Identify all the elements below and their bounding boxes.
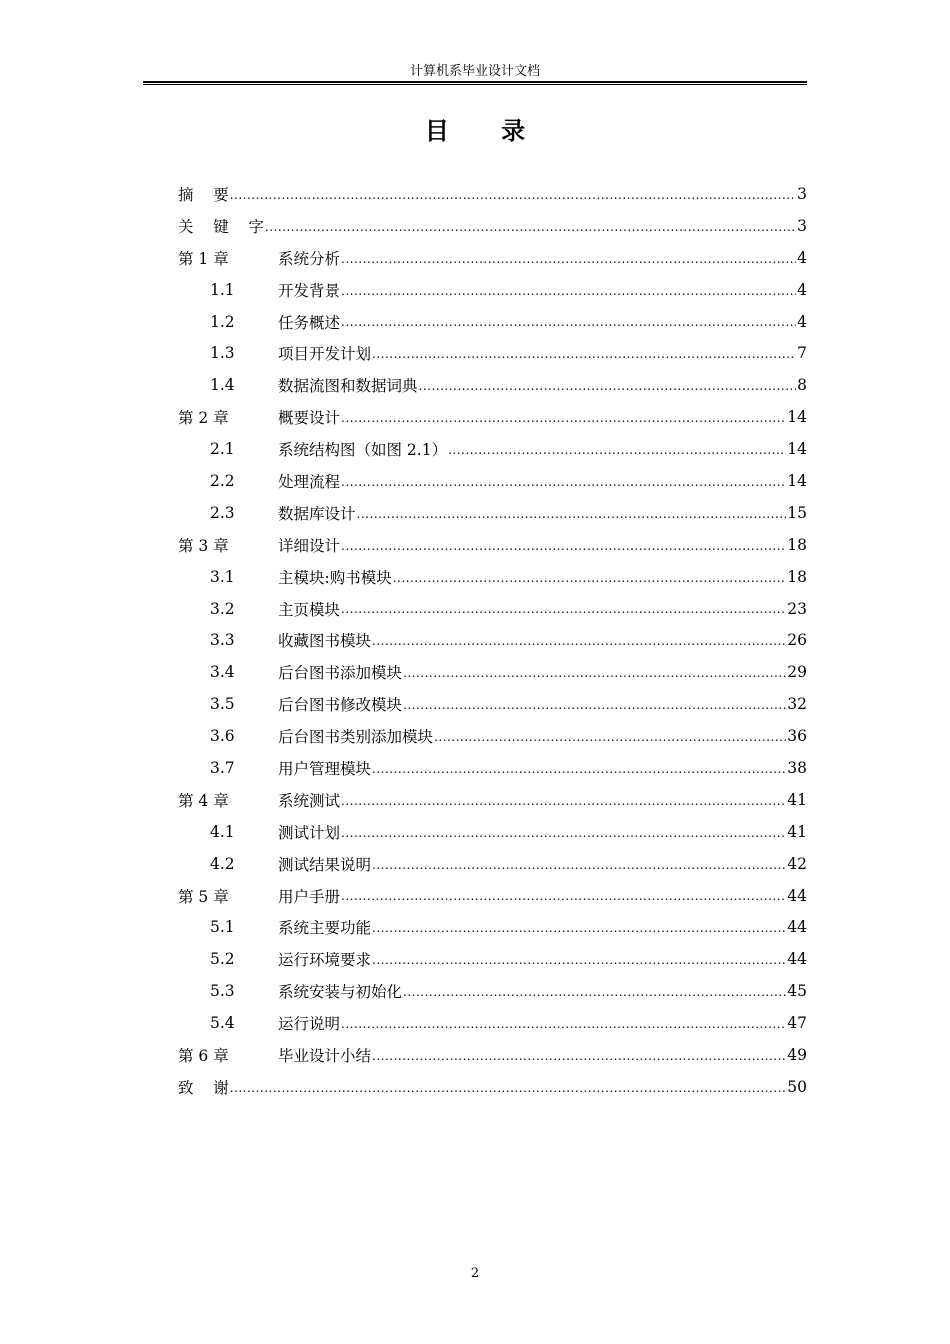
toc-entry-number: 1.2	[210, 312, 235, 331]
toc-entry[interactable]	[178, 529, 807, 561]
toc-dot-leader	[403, 694, 786, 714]
toc-entry[interactable]	[178, 911, 807, 943]
toc-entry-page: 44	[787, 950, 807, 969]
toc-entry-page: 29	[787, 663, 807, 682]
toc-entry-number: 3.2	[210, 599, 235, 618]
toc-entry-number: 2.2	[210, 471, 235, 490]
toc-entry-number: 第 4 章	[178, 791, 229, 810]
toc-entry-page: 45	[787, 982, 807, 1001]
toc-entry-page: 14	[787, 408, 807, 427]
toc-entry[interactable]	[178, 1007, 807, 1039]
toc-entry-number: 1.4	[210, 376, 235, 395]
toc-entry-number: 5.3	[210, 982, 235, 1001]
toc-dot-leader	[372, 758, 786, 778]
toc-entry-number: 3.5	[210, 695, 235, 714]
toc-entry-label: 开发背景	[278, 281, 341, 300]
toc-entry[interactable]	[178, 943, 807, 975]
toc-entry-page: 42	[787, 854, 807, 873]
toc-entry[interactable]	[178, 656, 807, 688]
toc-entry-label: 测试结果说明	[278, 855, 372, 874]
toc-entry-label: 后台图书类别添加模块	[278, 728, 434, 747]
toc-dot-leader	[230, 1077, 787, 1097]
toc-entry[interactable]	[178, 752, 807, 784]
page-number: 2	[470, 1266, 480, 1281]
toc-entry[interactable]	[178, 593, 807, 625]
running-header: 计算机系毕业设计文档	[409, 64, 540, 79]
toc-entry[interactable]	[178, 720, 807, 752]
toc-entry-page: 14	[787, 471, 807, 490]
toc-entry-number: 第 5 章	[178, 887, 229, 906]
toc-entry-page: 4	[797, 280, 807, 299]
toc-entry-number: 第 2 章	[178, 409, 229, 428]
toc-entry[interactable]	[178, 561, 807, 593]
toc-dot-leader	[341, 280, 796, 300]
toc-entry-label: 系统安装与初始化	[278, 983, 403, 1002]
toc-entry[interactable]	[178, 337, 807, 369]
toc-entry-label: 收藏图书模块	[278, 632, 372, 651]
toc-entry-page: 41	[787, 790, 807, 809]
toc-entry-number: 5.2	[210, 950, 235, 969]
toc-entry-page: 3	[797, 184, 807, 203]
toc-entry[interactable]	[178, 242, 807, 274]
toc-dot-leader	[341, 535, 786, 555]
toc-entry-page: 4	[797, 248, 807, 267]
toc-entry-label: 系统结构图（如图 2.1）	[278, 441, 448, 460]
toc-dot-leader	[372, 854, 786, 874]
toc-entry-page: 50	[787, 1077, 807, 1096]
toc-entry-number: 3.7	[210, 758, 235, 777]
toc-dot-leader	[372, 949, 786, 969]
toc-entry-page: 18	[787, 567, 807, 586]
toc-entry-number: 2.1	[210, 440, 235, 459]
toc-entry[interactable]	[178, 210, 807, 242]
toc-entry[interactable]	[178, 848, 807, 880]
toc-dot-leader	[341, 311, 796, 331]
toc-entry-page: 36	[787, 727, 807, 746]
toc-title: 目 录	[424, 117, 548, 145]
toc-entry-label: 关 键 字	[178, 217, 264, 236]
toc-entry[interactable]	[178, 465, 807, 497]
toc-entry-label: 测试计划	[278, 823, 341, 842]
toc-entry-label: 系统分析	[278, 249, 341, 268]
toc-entry-page: 44	[787, 886, 807, 905]
toc-entry-page: 23	[787, 599, 807, 618]
toc-dot-leader	[372, 630, 786, 650]
toc-entry-number: 3.3	[210, 631, 235, 650]
toc-entry-page: 18	[787, 535, 807, 554]
toc-entry-label: 处理流程	[278, 472, 341, 491]
toc-dot-leader	[372, 917, 786, 937]
toc-entry-page: 41	[787, 822, 807, 841]
toc-entry[interactable]	[178, 688, 807, 720]
toc-entry-number: 5.1	[210, 918, 235, 937]
toc-dot-leader	[341, 885, 786, 905]
toc-entry-number: 4.2	[210, 854, 235, 873]
toc-entry[interactable]	[178, 816, 807, 848]
toc-entry-number: 4.1	[210, 822, 235, 841]
toc-dot-leader	[341, 790, 786, 810]
toc-entry-label: 用户手册	[278, 887, 341, 906]
toc-dot-leader	[341, 471, 786, 491]
toc-entry[interactable]	[178, 880, 807, 912]
toc-dot-leader	[341, 1013, 786, 1033]
toc-entry-page: 15	[787, 503, 807, 522]
toc-dot-leader	[341, 407, 786, 427]
toc-entry[interactable]	[178, 1039, 807, 1071]
toc-entry-label: 后台图书添加模块	[278, 664, 403, 683]
toc-entry-page: 26	[787, 631, 807, 650]
toc-entry-number: 3.1	[210, 567, 235, 586]
toc-entry-page: 4	[797, 312, 807, 331]
toc-dot-leader	[393, 567, 787, 587]
toc-entry-page: 8	[797, 376, 807, 395]
toc-entry[interactable]	[178, 274, 807, 306]
toc-entry-label: 任务概述	[278, 313, 341, 332]
toc-entry-label: 后台图书修改模块	[278, 696, 403, 715]
toc-entry-label: 用户管理模块	[278, 759, 372, 778]
toc-entry-label: 运行环境要求	[278, 951, 372, 970]
toc-entry-number: 1.1	[210, 280, 235, 299]
toc-dot-leader	[448, 439, 786, 459]
toc-entry-label: 运行说明	[278, 1015, 341, 1034]
toc-entry-page: 32	[787, 695, 807, 714]
toc-entry[interactable]	[178, 369, 807, 401]
toc-entry-number: 第 6 章	[178, 1046, 229, 1065]
toc-entry-page: 38	[787, 758, 807, 777]
toc-entry-label: 系统测试	[278, 791, 341, 810]
toc-entry-number: 3.6	[210, 727, 235, 746]
toc-entry[interactable]	[178, 975, 807, 1007]
toc-dot-leader	[265, 216, 796, 236]
toc-entry[interactable]	[178, 433, 807, 465]
toc-entry-page: 44	[787, 918, 807, 937]
toc-entry-label: 主页模块	[278, 600, 341, 619]
toc-entry-label: 详细设计	[278, 536, 341, 555]
toc-entry-label: 数据库设计	[278, 504, 356, 523]
toc-entry-page: 14	[787, 440, 807, 459]
toc-entry-page: 7	[797, 344, 807, 363]
toc-entry-page: 47	[787, 1014, 807, 1033]
toc-entry-label: 致 谢	[178, 1078, 229, 1097]
toc-entry-page: 49	[787, 1045, 807, 1064]
toc-entry-page: 3	[797, 216, 807, 235]
toc-entry-number: 第 3 章	[178, 536, 229, 555]
toc-entry[interactable]	[178, 624, 807, 656]
toc-entry-label: 项目开发计划	[278, 345, 372, 364]
header-rule	[143, 81, 807, 85]
toc-dot-leader	[372, 343, 796, 363]
toc-dot-leader	[341, 248, 796, 268]
toc-entry[interactable]	[178, 401, 807, 433]
toc-entry-label: 摘 要	[178, 185, 229, 204]
toc-entry-label: 主模块:购书模块	[278, 568, 392, 587]
toc-entry-label: 数据流图和数据词典	[278, 377, 418, 396]
toc-entry-number: 1.3	[210, 344, 235, 363]
toc-dot-leader	[230, 184, 796, 204]
toc-dot-leader	[341, 598, 786, 618]
toc-dot-leader	[357, 503, 787, 523]
toc-entry-label: 系统主要功能	[278, 919, 372, 938]
toc-entry[interactable]	[178, 784, 807, 816]
toc-dot-leader	[434, 726, 786, 746]
toc-dot-leader	[372, 1045, 786, 1065]
table-of-contents	[178, 178, 807, 1103]
toc-entry[interactable]	[178, 178, 807, 210]
toc-entry-number: 第 1 章	[178, 249, 229, 268]
toc-dot-leader	[419, 375, 797, 395]
toc-entry-number: 5.4	[210, 1014, 235, 1033]
toc-dot-leader	[403, 662, 786, 682]
toc-entry[interactable]	[178, 497, 807, 529]
toc-dot-leader	[403, 981, 786, 1001]
toc-entry-label: 毕业设计小结	[278, 1046, 372, 1065]
toc-entry-label: 概要设计	[278, 409, 341, 428]
toc-entry-number: 3.4	[210, 663, 235, 682]
toc-entry[interactable]	[178, 306, 807, 338]
toc-dot-leader	[341, 822, 786, 842]
toc-entry-number: 2.3	[210, 503, 235, 522]
toc-entry[interactable]	[178, 1071, 807, 1103]
